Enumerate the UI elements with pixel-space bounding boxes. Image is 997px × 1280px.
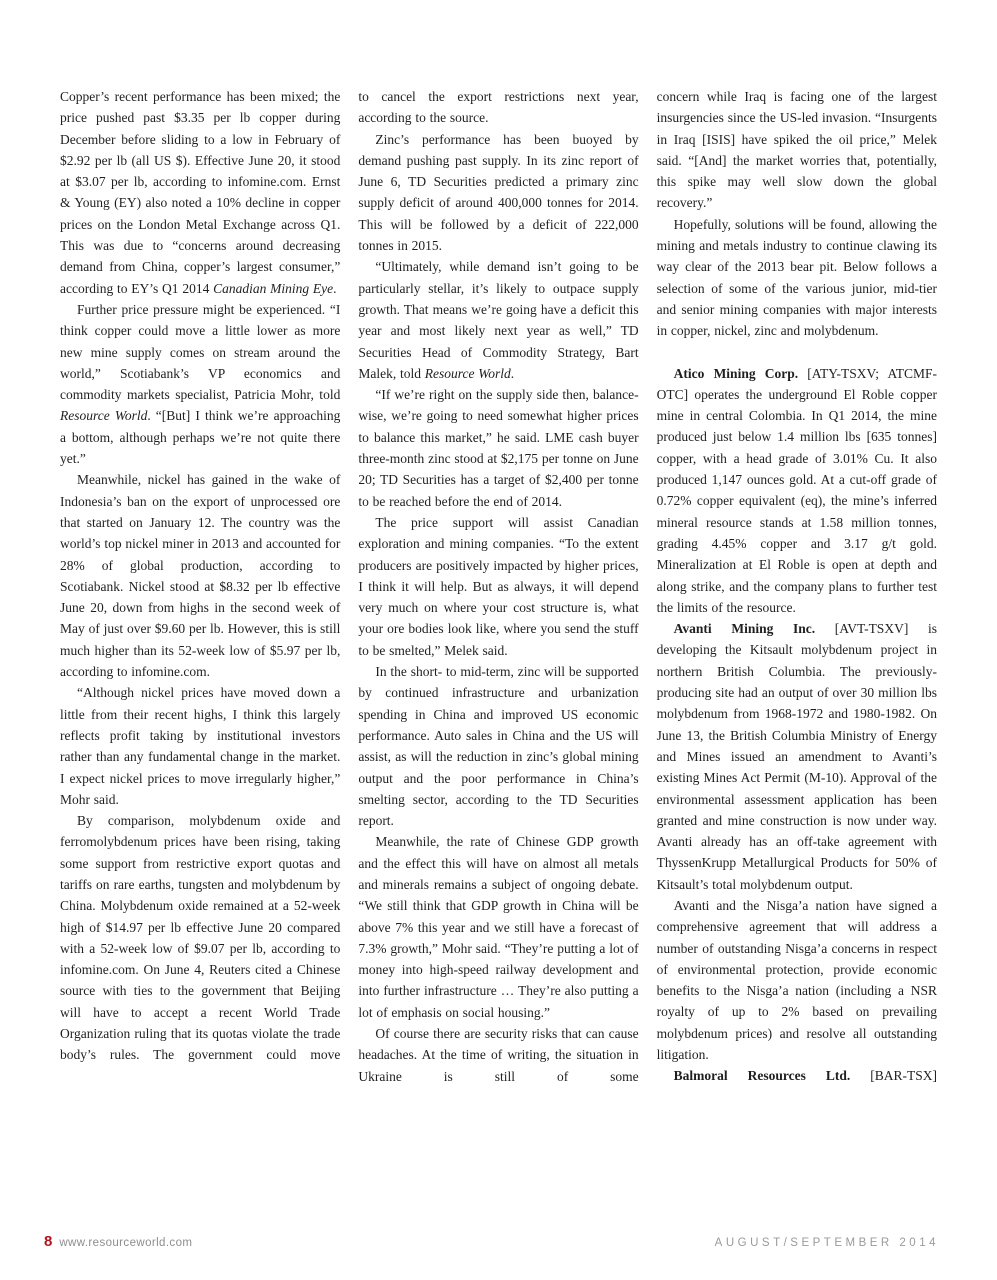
paragraph: Further price pressure might be experienced. “I think copper could move a little lower as more new mine supply comes on stream around the world,” Scotiabank’s VP economics and commodity markets specialist, Patricia Mohr, told Resource World. “[But] I think we’re approaching a bottom, although perhaps we’re not quite there yet.” <box>60 301 341 467</box>
page-number: 8 <box>44 1233 53 1250</box>
paragraph-avanti-mining: Avanti Mining Inc. [AVT-TSXV] is developing the Kitsault molybdenum project in northern British Columbia. The previously-producing site had an output of over 30 million lbs molybdenum from 1968-1972 and 1980-1982. On June 13, the British Columbia Ministry of Energy and Mines issued an amendment to Avanti’s existing Mines Act Permit (M-10). Approval of the environmental assessment application has been granted and mine construction is now under way. Avanti already has an off-take agreement with ThyssenKrupp Metallurgical Products for 50% of Kitsault’s total molybdenum output. <box>656 621 937 892</box>
paragraph-balmoral-resources: Balmoral Resources Ltd. [BAR-TSX] <box>673 1068 937 1084</box>
column-left <box>60 86 340 1087</box>
paragraph: The price support will assist Canadian exploration and mining companies. “To the extent producers are positively impacted by higher prices, I think it will help. But as always, it will depend very much on where your cost structure is, what your ore bodies look like, where you send the stuff to be smelted,” Melek said. <box>358 514 639 658</box>
paragraph: Avanti and the Nisga’a nation have signed a comprehensive agreement that will address a number of outstanding Nisga’a concerns in respect of environmental protection, provide economic benefits to the Nisga’a nation (including a NSR royalty of up to 2% based on prevailing molybdenum prices) and resolve all outstanding litigation. <box>656 897 937 1063</box>
paragraph: Meanwhile, nickel has gained in the wake of Indonesia’s ban on the export of unprocessed ore that started on January 12. The country was the world’s top nickel miner in 2013 and accounted for 28% of global production, according to Scotiabank. Nickel stood at $8.32 per lb effective June 20, down from highs in the second week of May of just over $9.60 per lb. However, this is still much higher than its 52-week low of $5.97 per lb, according to infomine.com. <box>60 472 341 680</box>
column-middle <box>358 86 638 1087</box>
paragraph: “Although nickel prices have moved down a little from their recent highs, I think this largely reflects profit taking by institutional investors rather than any fundamental change in the market. I expect nickel prices to move irregularly higher,” Mohr said. <box>60 685 341 807</box>
paragraph: Zinc’s performance has been buoyed by demand pushing past supply. In its zinc report of June 6, TD Securities predicted a primary zinc supply deficit of around 400,000 tonnes for 2014. This will be followed by a deficit of 222,000 tonnes in 2015. <box>358 131 639 254</box>
website-url: www.resourceworld.com <box>59 1237 193 1249</box>
paragraph-atico-mining: Atico Mining Corp. [ATY-TSXV; ATCMF-OTC] operates the underground El Roble copper mine in central Colombia. In Q1 2014, the mine produced just below 1.4 million lbs [635 tonnes] copper, with a head grade of 3.01% Cu. It also produced 1,147 ounces gold. At a cut-off grade of 0.72% copper equivalent (eq), the mine’s inferred mineral resource stands at 1.58 million tonnes, grading 4.45% copper and 3.17 g/t gold. Mineralization at El Roble is open at depth and along strike, and the company plans to further test the limits of the resource. <box>656 365 937 615</box>
paragraph: By comparison, molybdenum oxide and ferromolybdenum prices have been rising, taking some support from restrictive export quotas and tariffs on rare earths, tungsten and molybdenum by China. Molybdenum oxide remained at a 52-week high of $14.97 per lb effective June 20 compared with a 52-week low of $9.07 per lb, according to infomine.com. On June 4, Reuters cited a Chinese source with ties to the government that Beijing will have to accept a recent World Trade Organization ruling that its quotas violate the trade body’s rules. The government could move <box>60 813 341 1063</box>
magazine-article <box>60 86 937 1087</box>
paragraph: concern while Iraq is facing one of the largest insurgencies since the US-led invasion. “Insurgents in Iraq [ISIS] have spiked the oil price,” Melek said. “[And] the market worries that, potentially, this spike may well slow down the global recovery.” <box>656 89 937 211</box>
column-right <box>657 86 937 1087</box>
paragraph: Copper’s recent performance has been mixed; the price pushed past $3.35 per lb copper during December before sliding to a low in February of $2.92 per lb (all US $). Effective June 20, it stood at $3.07 per lb, according to infomine.com. Ernst & Young (EY) also noted a 10% decline in copper prices on the London Metal Exchange across Q1. This was due to “concerns around decreasing demand from China, copper’s largest consumer,” according to EY’s Q1 2014 Canadian Mining Eye. <box>60 89 341 296</box>
paragraph: Meanwhile, the rate of Chinese GDP growth and the effect this will have on almost all metals and minerals remains a subject of ongoing debate. “We still think that GDP growth in China will be above 7% this year and we still have a forecast of 7.3% growth,” Mohr said. “They’re putting a lot of money into high-speed railway development and into further infrastructure … They’re also putting a lot of emphasis on social housing.” <box>358 834 639 1020</box>
footer-left <box>44 1233 192 1250</box>
paragraph: Of course there are security risks that can cause headaches. At the time of writing, the situation in Ukraine is still of some <box>358 1026 639 1084</box>
paragraph: “Ultimately, while demand isn’t going to be particularly stellar, it’s likely to outpace supply growth. That means we’re going have a deficit this year and most likely next year as well,” TD Securities Head of Commodity Strategy, Bart Malek, told Resource World. <box>358 259 639 381</box>
issue-date: AUGUST/SEPTEMBER 2014 <box>714 1237 939 1249</box>
paragraph: Hopefully, solutions will be found, allowing the mining and metals industry to continue clawing its way clear of the 2013 bear pit. Below follows a selection of some of the various junior, mid-tier and senior mining companies with major interests in copper, nickel, zinc and molybdenum. <box>656 216 937 339</box>
paragraph: to cancel the export restrictions next year, according to the source. <box>358 89 639 126</box>
paragraph: In the short- to mid-term, zinc will be supported by continued infrastructure and urbanization spending in China and improved US economic performance. Auto sales in China and the US will assist, as will the reduction in zinc’s global mining output and the poor performance in China’s smelting sector, according to the TD Securities report. <box>358 664 639 829</box>
paragraph: “If we’re right on the supply side then, balance-wise, we’re going to need somewhat higher prices to balance this market,” he said. LME cash buyer three-month zinc stood at $2,175 per tonne on June 20; TD Securities has a target of $2,400 per tonne to be reached before the end of 2014. <box>358 387 639 509</box>
page-footer <box>44 1233 939 1250</box>
article-columns <box>60 86 937 1087</box>
